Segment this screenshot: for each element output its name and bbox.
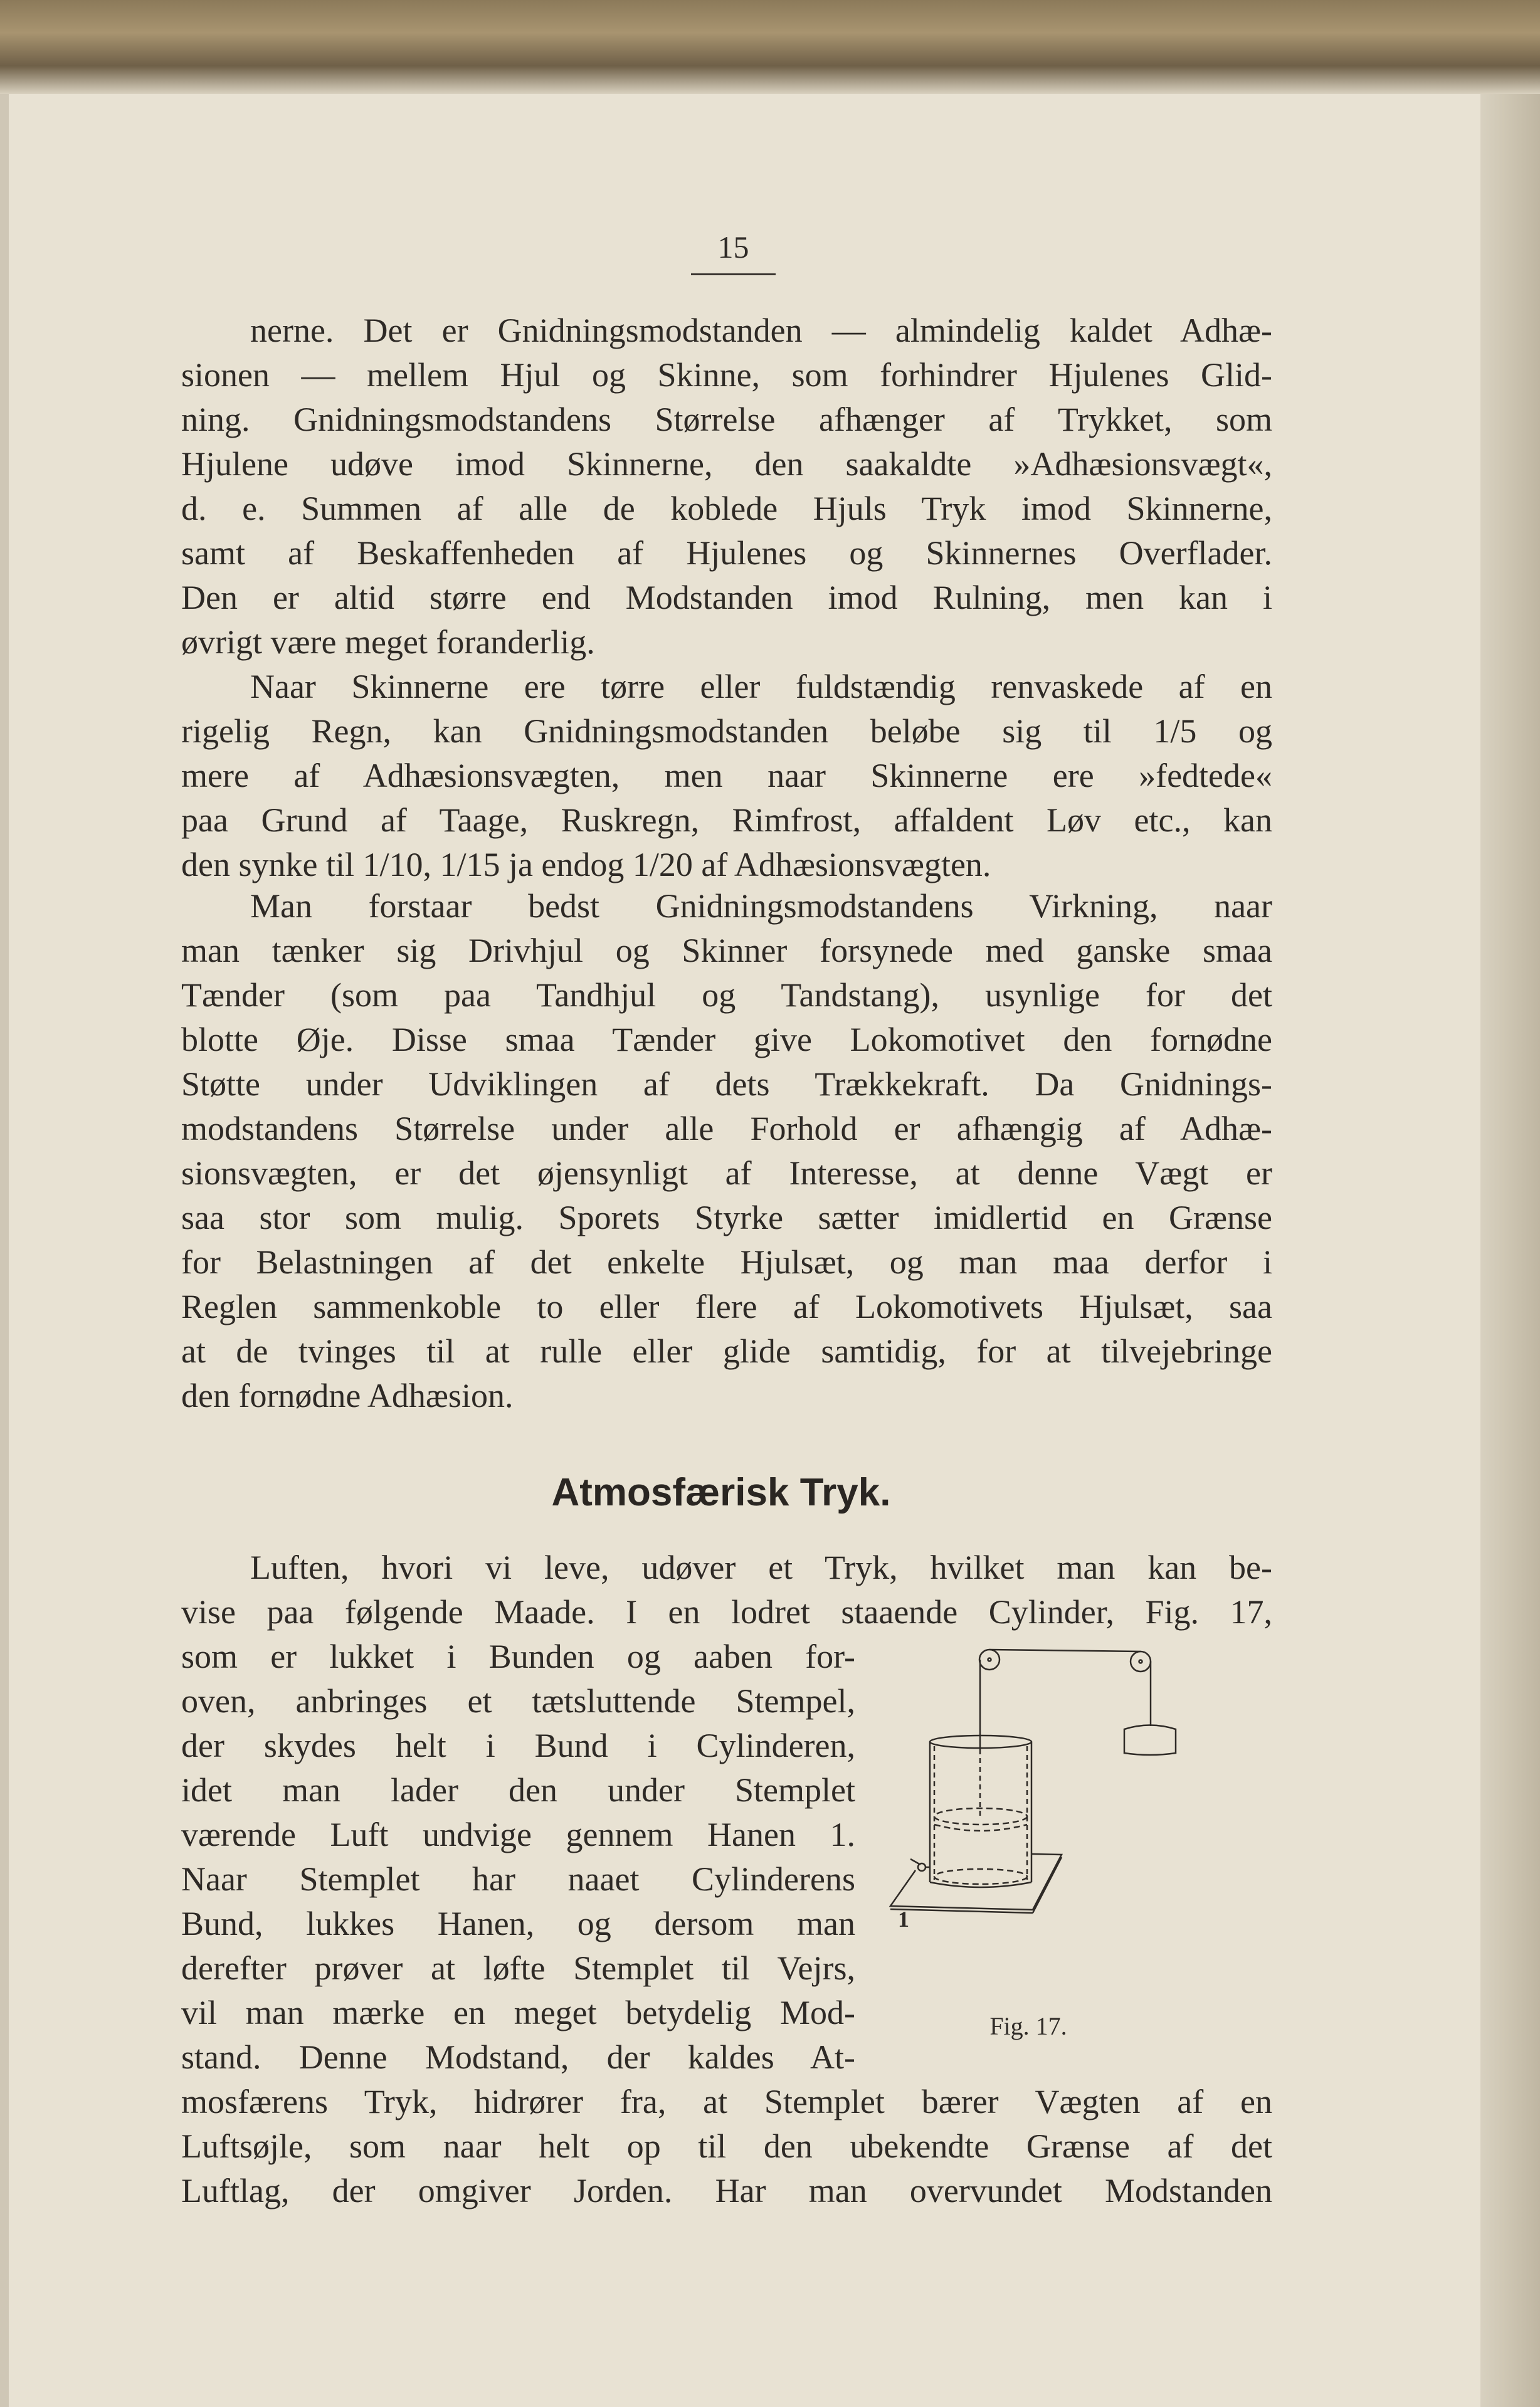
- text-line: blotte Øje. Disse smaa Tænder give Lokomotivet den fornødne: [181, 1021, 1272, 1058]
- page-stack-edge: [1480, 94, 1540, 2407]
- text-line: idet man lader den under Stemplet: [181, 1771, 855, 1809]
- text-line: Naar Stemplet har naaet Cylinderens: [181, 1860, 855, 1898]
- paragraph-3: [181, 884, 1272, 1418]
- text-line: Tænder (som paa Tandhjul og Tandstang), usynlige for det: [181, 976, 1272, 1014]
- text-line: samt af Beskaffenheden af Hjulenes og Skinnernes Overflader.: [181, 534, 1272, 572]
- tap-icon: [910, 1859, 930, 1871]
- text-line: Støtte under Udviklingen af dets Trækkekraft. Da Gnidnings-: [181, 1065, 1272, 1103]
- text-line: vil man mærke en meget betydelig Mod-: [181, 1994, 855, 2031]
- text-line: den synke til 1/10, 1/15 ja endog 1/20 af Adhæsionsvægten.: [181, 846, 991, 883]
- text-line: Den er altid større end Modstanden imod Rulning, men kan i: [181, 579, 1272, 616]
- text-line: nerne. Det er Gnidningsmodstanden — almindelig kaldet Adhæ-: [250, 312, 1272, 349]
- text-line: sionsvægten, er det øjensynligt af Interesse, at denne Vægt er: [181, 1154, 1272, 1192]
- text-line: den fornødne Adhæsion.: [181, 1377, 514, 1414]
- text-line: sionen — mellem Hjul og Skinne, som forhindrer Hjulenes Glid-: [181, 356, 1272, 394]
- weight-icon: [1124, 1725, 1176, 1756]
- text-line: saa stor som mulig. Sporets Styrke sætter imidlertid en Grænse: [181, 1199, 1272, 1236]
- text-line: Luftlag, der omgiver Jorden. Har man overvundet Modstanden: [181, 2172, 1272, 2209]
- text-line: stand. Denne Modstand, der kaldes At-: [181, 2038, 855, 2076]
- figure-caption: Fig. 17.: [989, 2012, 1067, 2040]
- text-line: ning. Gnidningsmodstandens Størrelse afhænger af Trykket, som: [181, 401, 1272, 438]
- text-line: at de tvinges til at rulle eller glide samtidig, for at tilvejebringe: [181, 1332, 1272, 1370]
- text-line: som er lukket i Bunden og aaben for-: [181, 1638, 855, 1675]
- text-line: Luftsøjle, som naar helt op til den ubekendte Grænse af det: [181, 2127, 1272, 2165]
- pulley-right-icon: [1131, 1651, 1151, 1672]
- figure-cylinder-apparatus: [878, 1630, 1279, 2019]
- page-number-rule: [691, 273, 776, 275]
- page-edge-left: [0, 94, 9, 2407]
- text-line: Luften, hvori vi leve, udøver et Tryk, hvilket man kan be-: [250, 1549, 1272, 1586]
- tap-label: 1: [898, 1907, 909, 1932]
- text-line: mere af Adhæsionsvægten, men naar Skinnerne ere »fedtede«: [181, 757, 1272, 794]
- text-line: paa Grund af Taage, Ruskregn, Rimfrost, affaldent Løv etc., kan: [181, 801, 1272, 839]
- text-line: oven, anbringes et tætsluttende Stempel,: [181, 1682, 855, 1720]
- rope-top: [989, 1650, 1141, 1651]
- text-line: rigelig Regn, kan Gnidningsmodstanden beløbe sig til 1/5 og: [181, 712, 1272, 750]
- text-line: Naar Skinnerne ere tørre eller fuldstændig renvaskede af en: [250, 668, 1272, 705]
- pulley-left-icon: [979, 1650, 999, 1670]
- book-binding: [0, 0, 1540, 94]
- text-line: vise paa følgende Maade. I en lodret staaende Cylinder, Fig. 17,: [181, 1593, 1272, 1631]
- page-number: 15: [717, 229, 749, 265]
- text-line: modstandens Størrelse under alle Forhold er afhængig af Adhæ-: [181, 1110, 1272, 1147]
- paragraph-2: [181, 665, 1272, 887]
- text-line: Bund, lukkes Hanen, og dersom man: [181, 1905, 855, 1942]
- text-line: Man forstaar bedst Gnidningsmodstandens Virkning, naar: [250, 887, 1272, 925]
- text-line: værende Luft undvige gennem Hanen 1.: [181, 1816, 855, 1853]
- text-line: Reglen sammenkoble to eller flere af Lokomotivets Hjulsæt, saa: [181, 1288, 1272, 1325]
- text-line: der skydes helt i Bund i Cylinderen,: [181, 1727, 855, 1764]
- text-line: for Belastningen af det enkelte Hjulsæt, og man maa derfor i: [181, 1243, 1272, 1281]
- text-line: Hjulene udøve imod Skinnerne, den saakaldte »Adhæsionsvægt«,: [181, 445, 1272, 483]
- section-heading: Atmosfærisk Tryk.: [551, 1471, 891, 1514]
- text-line: mosfærens Tryk, hidrører fra, at Stemplet bærer Vægten af en: [181, 2083, 1272, 2120]
- text-line: derefter prøver at løfte Stemplet til Vejrs,: [181, 1949, 855, 1987]
- text-line: d. e. Summen af alle de koblede Hjuls Tryk imod Skinnerne,: [181, 490, 1272, 527]
- text-line: øvrigt være meget foranderlig.: [181, 623, 595, 661]
- text-line: man tænker sig Drivhjul og Skinner forsynede med ganske smaa: [181, 932, 1272, 969]
- paragraph-1: [181, 308, 1272, 665]
